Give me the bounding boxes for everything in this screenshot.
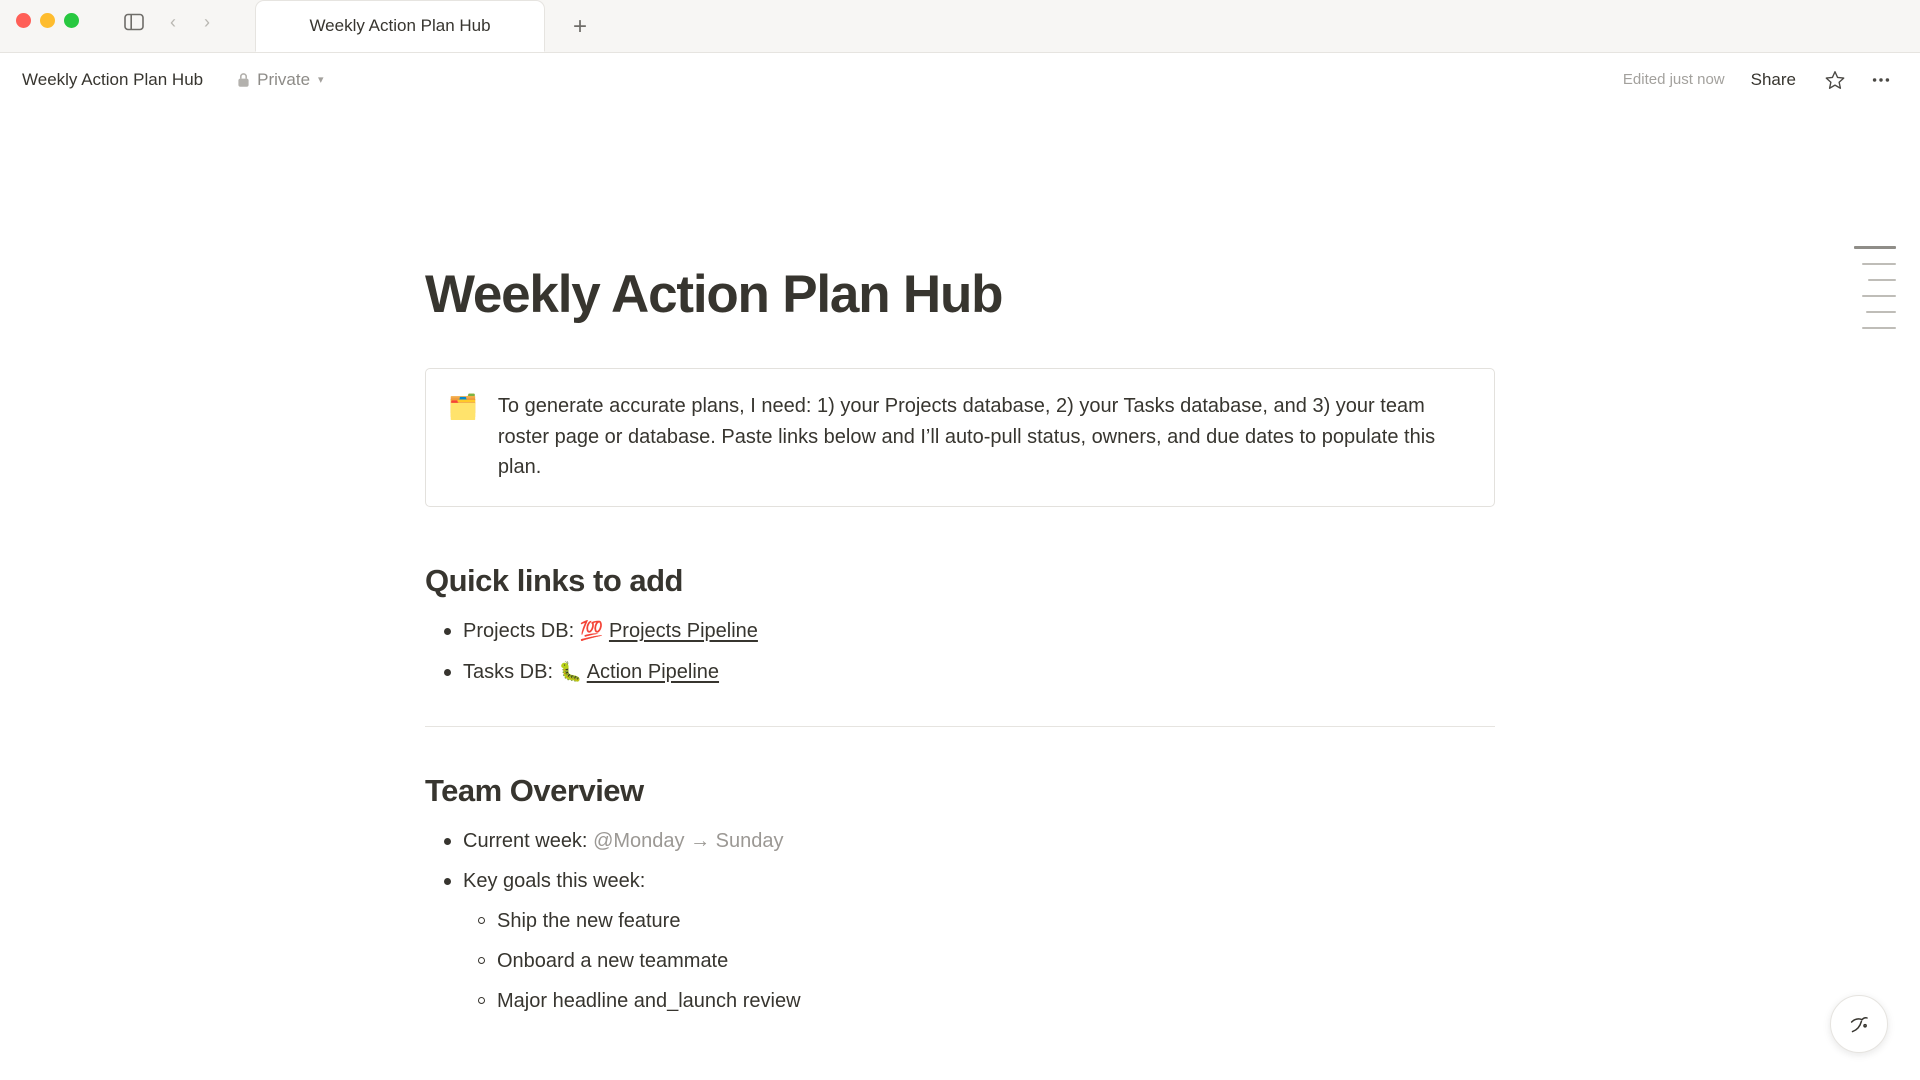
current-week-mention[interactable]: @Monday: [593, 830, 685, 853]
key-goals-sublist: [425, 901, 1495, 1021]
minimap-line-1: [1854, 246, 1896, 249]
navigation-arrows: [162, 10, 218, 34]
ai-sparkle-icon: [1846, 1011, 1872, 1037]
sidebar-panel-icon: [124, 13, 144, 31]
page-outline-minimap[interactable]: [1854, 246, 1896, 329]
close-window-button[interactable]: [16, 13, 31, 28]
minimap-line-4: [1862, 295, 1896, 297]
file-box-icon: 🗂️: [448, 394, 478, 422]
minimap-line-5: [1866, 311, 1896, 313]
team-overview-heading: Team Overview: [425, 773, 644, 809]
ai-assistant-button[interactable]: [1830, 995, 1888, 1053]
share-button[interactable]: Share: [1750, 69, 1796, 89]
hundred-points-icon: 💯: [579, 621, 604, 643]
favorite-star-icon[interactable]: [1822, 67, 1848, 93]
sidebar-toggle-icon[interactable]: [120, 10, 148, 34]
maximize-window-button[interactable]: [64, 13, 79, 28]
list-item: [425, 611, 1495, 652]
quick-link-label-projects: Projects DB:: [463, 620, 575, 643]
forward-button[interactable]: ›: [204, 11, 210, 32]
callout-block[interactable]: [425, 368, 1495, 507]
edited-status: Edited just now: [1622, 71, 1725, 88]
list-item: Major headline and_launch review: [425, 981, 1495, 1021]
topbar-actions: [1623, 66, 1920, 94]
privacy-selector[interactable]: [231, 67, 329, 93]
list-item: [425, 652, 1495, 693]
action-pipeline-link[interactable]: Action Pipeline: [586, 660, 720, 683]
page-topbar: [0, 53, 1920, 106]
breadcrumb[interactable]: Weekly Action Plan Hub: [22, 69, 204, 89]
more-options-icon[interactable]: [1868, 67, 1894, 93]
arrow-right-icon: →: [690, 830, 711, 853]
team-overview-list: [425, 821, 1495, 901]
window-titlebar: [0, 0, 1920, 53]
bug-icon: 🐛: [558, 661, 583, 683]
minimap-line-3: [1868, 279, 1896, 281]
quick-links-heading: Quick links to add: [425, 563, 683, 599]
minimap-line-6: [1862, 327, 1896, 329]
list-item: [425, 861, 1495, 901]
window-traffic-lights: [16, 13, 79, 28]
page-title: Weekly Action Plan Hub: [425, 265, 1003, 324]
minimap-line-2: [1862, 263, 1896, 265]
lock-icon: [237, 72, 250, 88]
list-item: [425, 821, 1495, 861]
callout-text: To generate accurate plans, I need: 1) your Projects database, 2) your Tasks database, and 3) your team roster page or database. Paste links below and I’ll auto-pull status, owners, and due dates to populate this plan.: [497, 395, 1436, 479]
minimize-window-button[interactable]: [40, 13, 55, 28]
quick-links-list: [425, 611, 1495, 692]
list-item: Ship the new feature: [425, 901, 1495, 941]
privacy-label: Private: [257, 69, 311, 89]
quick-link-label-tasks: Tasks DB:: [463, 660, 554, 683]
current-week-end: Sunday: [715, 830, 784, 853]
back-button[interactable]: ‹: [170, 11, 176, 32]
current-week-label: Current week:: [463, 830, 588, 853]
projects-pipeline-link[interactable]: Projects Pipeline: [608, 620, 758, 643]
browser-tab[interactable]: [255, 0, 545, 52]
section-divider: [425, 726, 1495, 727]
chevron-down-icon: ▾: [318, 74, 324, 86]
key-goals-label: Key goals this week:: [463, 870, 646, 893]
page-body: [0, 106, 1920, 1080]
list-item: Onboard a new teammate: [425, 941, 1495, 981]
tab-label: Weekly Action Plan Hub: [309, 16, 491, 35]
page-content: [425, 106, 1495, 1021]
new-tab-button[interactable]: +: [572, 13, 587, 40]
